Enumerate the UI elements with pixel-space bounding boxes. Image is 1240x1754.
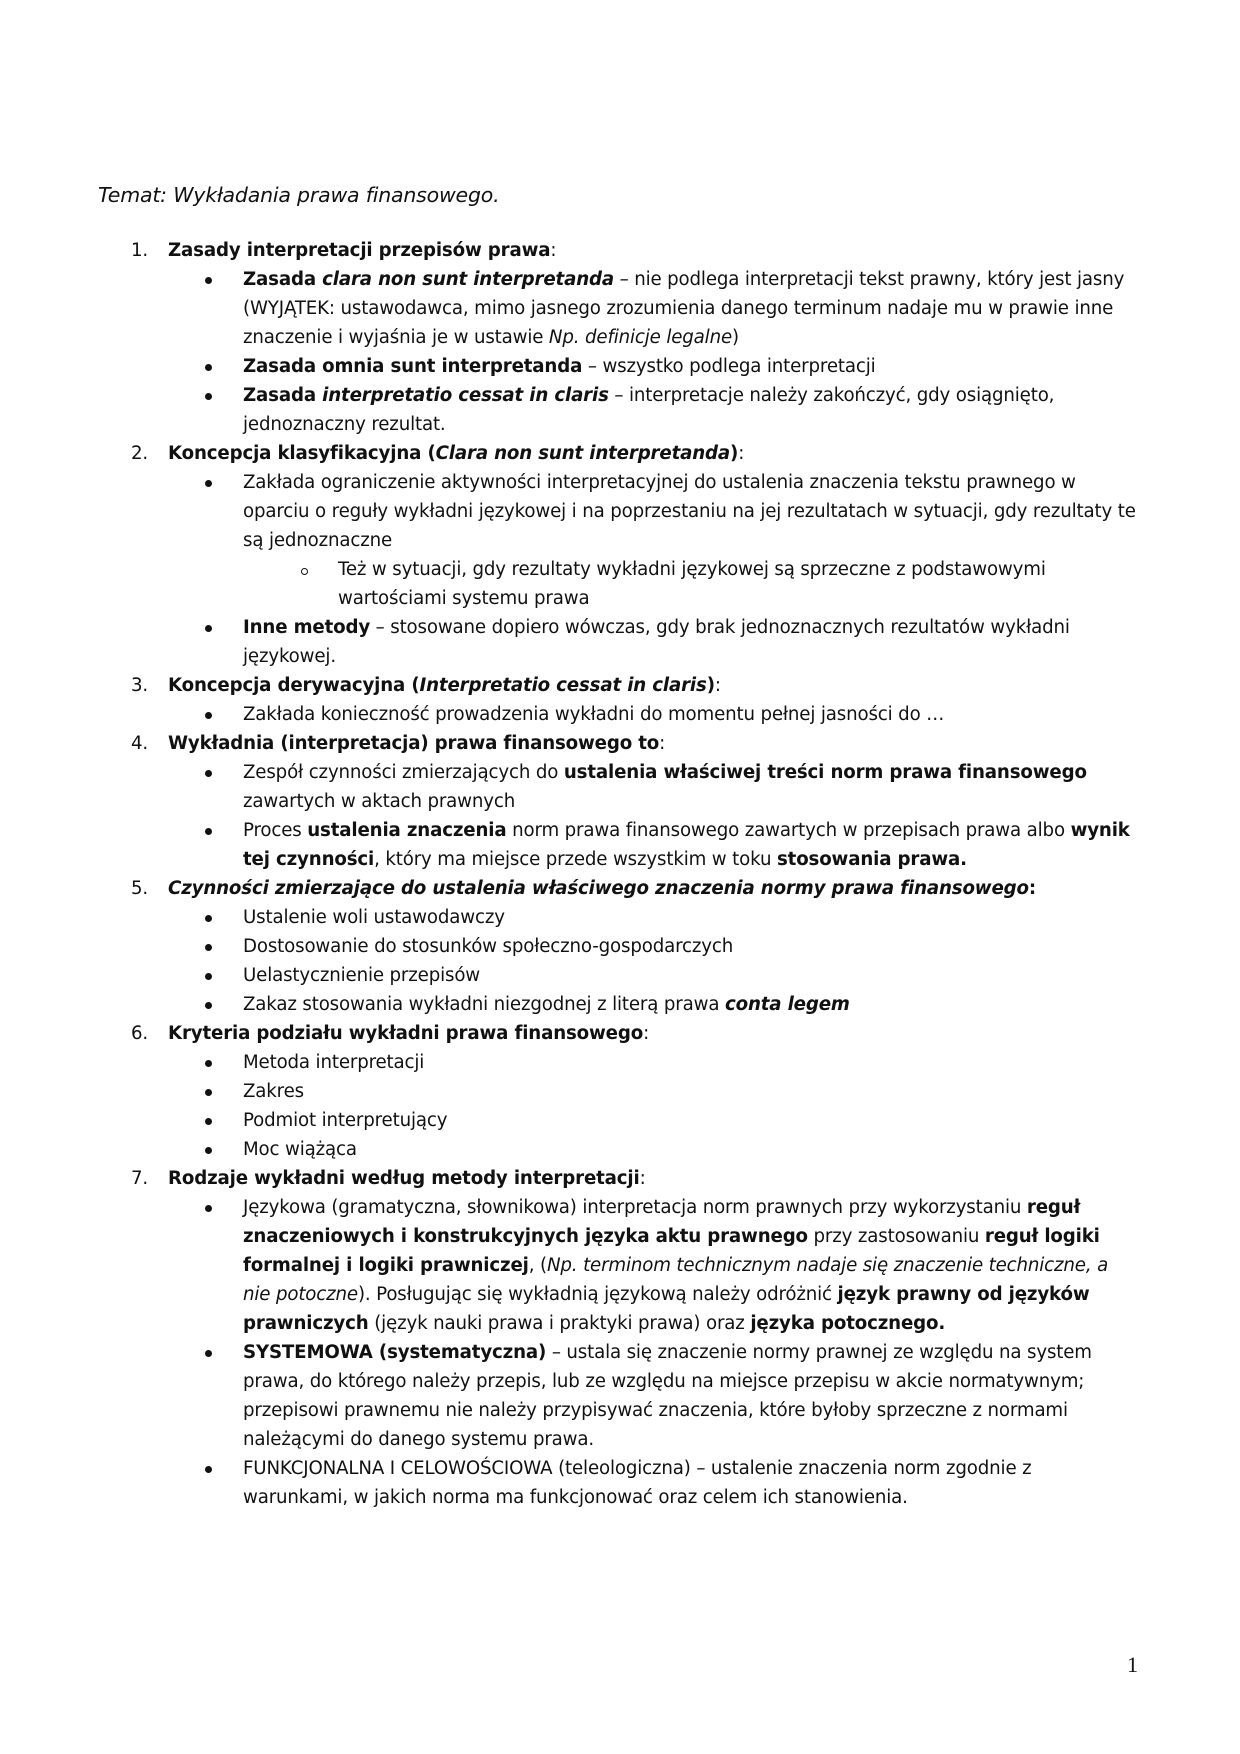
bullet-item: Zakłada konieczność prowadzenia wykładni do momentu pełnej jasności do … xyxy=(0,700,1240,729)
bullet-icon xyxy=(205,712,212,719)
bullet-icon xyxy=(205,973,212,980)
circle-bullet-icon xyxy=(301,568,308,575)
document-title: Temat: Wykładania prawa finansowego. xyxy=(98,183,500,207)
bullet-item: SYSTEMOWA (systematyczna) – ustala się znaczenie normy prawnej ze względu na system prawa, do którego należy przepis, lub ze względu na miejsce przepisu w akcie normatywnym; przepisowi prawnemu nie należy przypisywać znaczenia, które byłoby sprzeczne z normami należącymi do danego systemu prawa. xyxy=(0,1338,1240,1454)
bullet-icon xyxy=(205,364,212,371)
bullet-item: Zasada interpretatio cessat in claris – interpretacje należy zakończyć, gdy osiągnięto, jednoznaczny rezultat. xyxy=(0,381,1240,439)
item-heading: Kryteria podziału wykładni prawa finansowego xyxy=(168,1023,644,1044)
item-heading: Rodzaje wykładni według metody interpretacji xyxy=(168,1168,640,1189)
bullet-item: Zakaz stosowania wykładni niezgodnej z literą prawa conta legem xyxy=(0,990,1240,1019)
bullet-icon xyxy=(205,770,212,777)
bullet-item: Zespół czynności zmierzających do ustalenia właściwej treści norm prawa finansowego zawartych w aktach prawnych xyxy=(0,758,1240,816)
item-number: 2. xyxy=(131,443,149,464)
list-item-4: 4. Wykładnia (interpretacja) prawa finansowego to: xyxy=(0,729,1240,758)
bullet-item: Zakłada ograniczenie aktywności interpretacyjnej do ustalenia znaczenia tekstu prawnego w oparciu o reguły wykładni językowej i na poprzestaniu na jej rezultatach w sytuacji, gdy rezultaty te są jednoznaczne xyxy=(0,468,1240,555)
bullet-icon xyxy=(205,393,212,400)
item-number: 3. xyxy=(131,675,149,696)
bullet-icon xyxy=(205,277,212,284)
item-heading: Zasady interpretacji przepisów prawa xyxy=(168,240,551,261)
list-item-6: 6. Kryteria podziału wykładni prawa finansowego: xyxy=(0,1019,1240,1048)
page-number: 1 xyxy=(1127,1652,1138,1677)
bullet-item: Moc wiążąca xyxy=(0,1135,1240,1164)
item-number: 5. xyxy=(131,878,149,899)
bullet-item: Inne metody – stosowane dopiero wówczas, gdy brak jednoznacznych rezultatów wykładni językowej. xyxy=(0,613,1240,671)
item-number: 6. xyxy=(131,1023,149,1044)
list-item-7: 7. Rodzaje wykładni według metody interpretacji: xyxy=(0,1164,1240,1193)
bullet-icon xyxy=(205,1205,212,1212)
bullet-icon xyxy=(205,1147,212,1154)
item-heading: Czynności zmierzające do ustalenia właściwego znaczenia normy prawa finansowego xyxy=(168,878,1029,899)
bullet-item: Językowa (gramatyczna, słownikowa) interpretacja norm prawnych przy wykorzystaniu reguł znaczeniowych i konstrukcyjnych języka aktu prawnego przy zastosowaniu reguł logiki formalnej i logiki prawniczej, (Np. terminom technicznym nadaje się znaczenie techniczne, a nie potoczne). Posługując się wykładnią językową należy odróżnić język prawny od języków prawniczych (język nauki prawa i praktyki prawa) oraz języka potocznego. xyxy=(0,1193,1240,1338)
bullet-item: Zakres xyxy=(0,1077,1240,1106)
sub-bullet-item: Też w sytuacji, gdy rezultaty wykładni językowej są sprzeczne z podstawowymi wartościami systemu prawa xyxy=(0,555,1240,613)
bullet-item: Podmiot interpretujący xyxy=(0,1106,1240,1135)
bullet-item: Dostosowanie do stosunków społeczno-gospodarczych xyxy=(0,932,1240,961)
bullet-item: Proces ustalenia znaczenia norm prawa finansowego zawartych w przepisach prawa albo wynik tej czynności, który ma miejsce przede wszystkim w toku stosowania prawa. xyxy=(0,816,1240,874)
bullet-icon xyxy=(205,1466,212,1473)
bullet-item: Ustalenie woli ustawodawczy xyxy=(0,903,1240,932)
bullet-item: Zasada omnia sunt interpretanda – wszystko podlega interpretacji xyxy=(0,352,1240,381)
bullet-icon xyxy=(205,625,212,632)
item-heading: Wykładnia (interpretacja) prawa finansowego to xyxy=(168,733,660,754)
bullet-icon xyxy=(205,828,212,835)
bullet-icon xyxy=(205,915,212,922)
list-item-1: 1. Zasady interpretacji przepisów prawa: xyxy=(0,236,1240,265)
bullet-item: FUNKCJONALNA I CELOWOŚCIOWA (teleologiczna) – ustalenie znaczenia norm zgodnie z warunkami, w jakich norma ma funkcjonować oraz celem ich stanowienia. xyxy=(0,1454,1240,1512)
item-heading: Koncepcja klasyfikacyjna ( xyxy=(168,443,436,464)
bullet-icon xyxy=(205,1002,212,1009)
bullet-icon xyxy=(205,1118,212,1125)
list-item-5: 5. Czynności zmierzające do ustalenia właściwego znaczenia normy prawa finansowego: xyxy=(0,874,1240,903)
item-number: 4. xyxy=(131,733,149,754)
document-body xyxy=(0,236,1240,1512)
item-heading: Koncepcja derywacyjna ( xyxy=(168,675,420,696)
bullet-icon xyxy=(205,1089,212,1096)
bullet-icon xyxy=(205,480,212,487)
bullet-icon xyxy=(205,1350,212,1357)
bullet-icon xyxy=(205,1060,212,1067)
bullet-item: Zasada clara non sunt interpretanda – nie podlega interpretacji tekst prawny, który jest jasny (WYJĄTEK: ustawodawca, mimo jasnego zrozumienia danego terminum nadaje mu w prawie inne znaczenie i wyjaśnia je w ustawie Np. definicje legalne) xyxy=(0,265,1240,352)
list-item-2: 2. Koncepcja klasyfikacyjna (Clara non sunt interpretanda): xyxy=(0,439,1240,468)
item-number: 1. xyxy=(131,240,149,261)
item-number: 7. xyxy=(131,1168,149,1189)
list-item-3: 3. Koncepcja derywacyjna (Interpretatio cessat in claris): xyxy=(0,671,1240,700)
bullet-item: Metoda interpretacji xyxy=(0,1048,1240,1077)
bullet-item: Uelastycznienie przepisów xyxy=(0,961,1240,990)
bullet-icon xyxy=(205,944,212,951)
